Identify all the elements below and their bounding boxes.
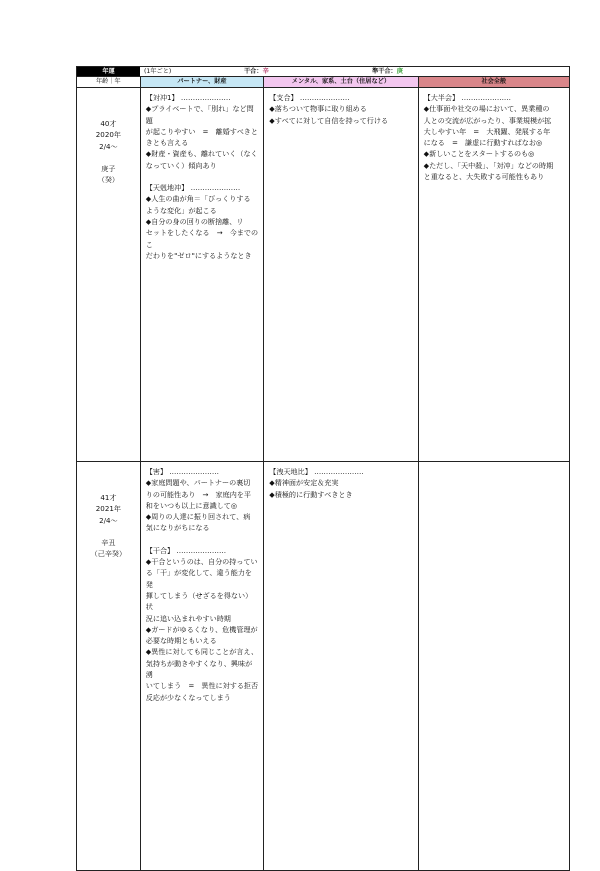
fortune-line: ◆積極的に行動すべきとき [269, 489, 353, 499]
fortune-block [269, 466, 412, 500]
col-society: 社会全般 [418, 77, 569, 87]
age-year-cell [77, 88, 140, 461]
fortune-line: 【干合】 ………………… [145, 545, 227, 555]
mental-cell [263, 462, 417, 870]
fortune-line: 【洩天地比】 ………………… [269, 467, 364, 476]
table-row [76, 462, 570, 871]
fortune-line: 【天剋地冲】 ………………… [145, 183, 241, 193]
age-line: （癸） [97, 175, 120, 185]
fortune-line: ◆周りの人達に振り回されて、病 [145, 512, 251, 522]
fortune-line: ◆ただし、「天中殺」、「対冲」などの時期 [423, 160, 554, 170]
kanshi-value: 辛 [262, 68, 269, 75]
fortune-line: ◆仕事面や社交の場において、異業種の [423, 104, 550, 114]
period-note: (1年ごと) [144, 68, 172, 75]
col-partner: パートナー、財産 [140, 77, 264, 87]
fortune-line: きとも言える [145, 138, 189, 148]
fortune-block [146, 545, 259, 703]
age-line: 2020年 [95, 130, 121, 140]
fortune-line: なっていく）傾向あり [145, 160, 217, 170]
age-line: 41才 [100, 493, 117, 502]
fortune-line: 大しやすい年 = 大飛躍、発展する年 [423, 126, 551, 136]
fortune-line: 反応が少なくなってしまう [145, 692, 231, 702]
fortune-line: いてしまう = 異性に対する拒否 [145, 681, 259, 691]
age-line: 2/4～ [99, 515, 118, 525]
kanshi-label: 干合： [244, 68, 263, 75]
fortune-block [146, 92, 259, 171]
fortune-line: ◆干合というのは、自分の持ってい [145, 557, 258, 567]
fortune-line: ◆自分の身の回りの断捨離、リ [145, 216, 244, 226]
fortune-line: 【対冲1】 ………………… [145, 93, 231, 102]
fortune-block [146, 182, 259, 261]
fortune-line: 必要な時期ともいえる [145, 636, 217, 646]
fortune-line: ◆財産・資産も、離れていく（なく [145, 149, 258, 159]
col-age-year: 年齢｜年 [96, 78, 121, 85]
fortune-line: 況に追い込まれやすい時期 [145, 613, 231, 623]
age-line: 40才 [100, 119, 117, 128]
age-line [82, 152, 135, 163]
fortune-block [269, 92, 412, 126]
annual-fortune-table [76, 66, 570, 871]
fortune-line: りの可能性あり → 家庭内を平 [145, 489, 252, 499]
fortune-line: 和をいつも以上に意識して◎ [145, 500, 238, 510]
header-label: 年運 [77, 67, 140, 76]
society-cell [418, 462, 569, 870]
fortune-line: ◆ガードがゆるくなり、危機管理が [145, 624, 258, 634]
fortune-line: る「干」が変化して、違う能力を発 [145, 568, 253, 589]
fortune-line: ◆人生の曲が角＝「びっくりする [145, 194, 251, 204]
age-line [82, 526, 135, 537]
partner-cell [140, 88, 264, 461]
fortune-line: 【支合】 ………………… [269, 93, 350, 102]
age-line: 辛丑 [101, 538, 116, 548]
fortune-line: 気持ちが動きやすくなり、興味が湧 [145, 658, 253, 680]
fortune-line: ◆家庭問題や、パートナーの裏切 [145, 478, 251, 488]
fortune-line: ◆新しいことをスタートするのも◎ [423, 149, 535, 159]
age-line: 庚子 [101, 164, 116, 174]
fortune-block [146, 466, 259, 534]
fortune-line: 人との交流が広がったり、事業規模が拡 [423, 115, 552, 125]
fortune-line: ような変化」が起こる [145, 205, 217, 215]
fortune-line: 【大半会】 ………………… [423, 93, 512, 102]
fortune-line: ◆落ちついて物事に取り組める [269, 104, 367, 114]
fortune-block [424, 92, 564, 182]
fortune-line: セットをしたくなる → 今までのこ [145, 228, 259, 249]
junkanshi-label: 準干合： [372, 68, 397, 75]
age-line: 2/4～ [99, 141, 118, 151]
table-body [76, 88, 570, 871]
partner-cell [140, 462, 264, 870]
fortune-line: になる = 謙虚に行動すればなお◎ [423, 138, 543, 148]
society-cell [418, 88, 569, 461]
column-headers [76, 76, 570, 88]
fortune-line: ◆すべてに対して自信を持って行ける [269, 115, 389, 125]
header-bar [76, 66, 570, 76]
fortune-line: ◆異性に対しても同じことが言え、 [145, 647, 259, 657]
col-mental: メンタル、家系、土台（住居など） [263, 77, 417, 87]
fortune-line: ◆プライベートで、「別れ」など問題 [145, 104, 254, 125]
fortune-line: が起こりやすい = 離婚すべきと [145, 126, 258, 136]
fortune-line: だわりを"ゼロ"にするようなとき [145, 250, 252, 260]
table-row [76, 88, 570, 462]
fortune-line: 【害】 ………………… [145, 467, 219, 476]
fortune-line: 気になりがちになる [145, 523, 210, 533]
fortune-line: と重なると、大失敗する可能性もあり [423, 172, 545, 182]
fortune-line: 揮してしまう（せざるを得ない）状 [145, 590, 253, 612]
age-year-cell [77, 462, 140, 870]
junkanshi-value: 庚 [396, 68, 403, 75]
mental-cell [263, 88, 417, 461]
age-line: （己辛癸） [90, 549, 127, 559]
fortune-line: ◆精神面が安定＆充実 [269, 478, 339, 488]
age-line: 2021年 [95, 504, 121, 514]
